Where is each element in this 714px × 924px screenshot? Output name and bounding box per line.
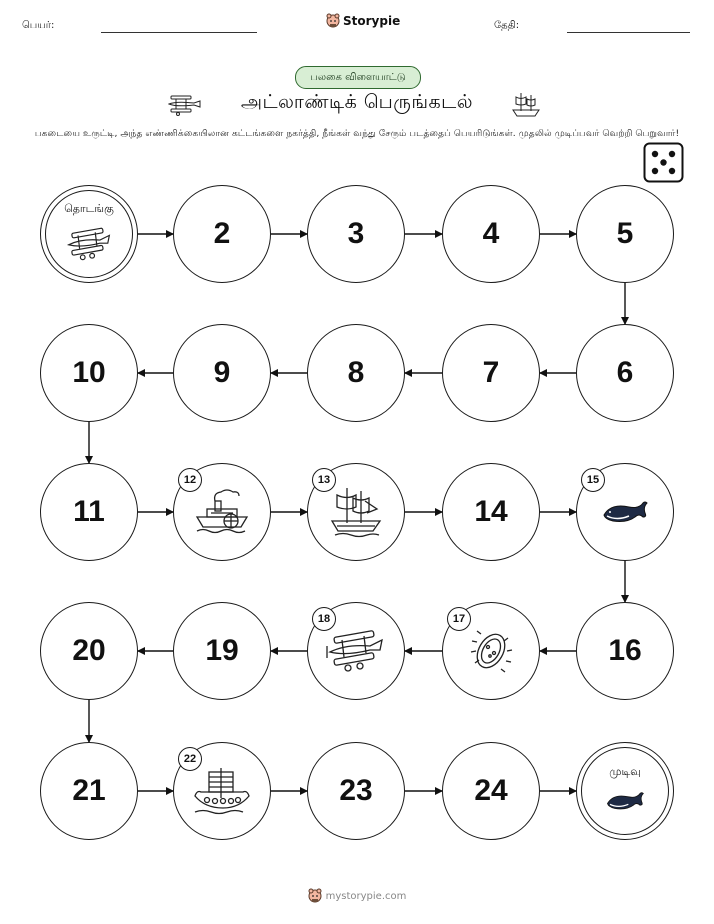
board-cell[interactable] [442, 185, 540, 283]
cell-number: 10 [72, 356, 106, 389]
cell-number: 8 [347, 356, 365, 389]
board-cell-finish[interactable] [576, 742, 674, 840]
board-cell[interactable] [173, 742, 271, 840]
board-cell[interactable] [40, 463, 138, 561]
footer-url[interactable]: mystorypie.com [325, 890, 407, 902]
cell-number: 5 [616, 217, 634, 250]
board-cell[interactable] [173, 324, 271, 422]
board-cell[interactable] [173, 463, 271, 561]
board-cell[interactable] [40, 324, 138, 422]
cell-number: 11 [73, 495, 105, 528]
board-cell[interactable] [307, 463, 405, 561]
storypie-mascot-icon [308, 888, 322, 904]
cell-number-badge: 18 [312, 607, 336, 631]
cell-number-badge: 15 [581, 468, 605, 492]
cell-number: 7 [482, 356, 500, 389]
cell-number-badge: 17 [447, 607, 471, 631]
brand-name: Storypie [343, 14, 401, 28]
board-cell[interactable] [576, 602, 674, 700]
cell-number: 21 [72, 774, 106, 807]
cell-number: 3 [347, 217, 365, 250]
cell-number-badge: 13 [312, 468, 336, 492]
cell-number: 6 [616, 356, 634, 389]
footer [0, 888, 714, 904]
board-cell[interactable] [307, 602, 405, 700]
cell-number: 24 [474, 774, 508, 807]
cell-number-badge: 12 [178, 468, 202, 492]
cell-number: 4 [482, 217, 500, 250]
cell-number: 16 [608, 634, 642, 667]
board-cell[interactable] [442, 742, 540, 840]
start-label: தொடங்கு [64, 202, 114, 215]
cell-number: 9 [213, 356, 231, 389]
cell-number: 19 [205, 634, 239, 667]
page-title: அட்லாண்டிக் பெருங்கடல் [240, 91, 474, 113]
cell-number: 20 [72, 634, 106, 667]
cell-number: 23 [339, 774, 373, 807]
board-cell[interactable] [307, 185, 405, 283]
board-cell[interactable] [442, 602, 540, 700]
finish-label: முடிவு [609, 765, 641, 778]
board-cell[interactable] [576, 463, 674, 561]
name-label: பெயர்: [22, 20, 55, 31]
cell-number-badge: 22 [178, 747, 202, 771]
board-cell-start[interactable] [40, 185, 138, 283]
board-cell[interactable] [442, 324, 540, 422]
board-cell[interactable] [173, 185, 271, 283]
cell-number: 2 [213, 217, 231, 250]
board-cell[interactable] [173, 602, 271, 700]
category-tag: பலகை விளையாட்டு [295, 66, 421, 89]
board-cell[interactable] [576, 324, 674, 422]
board-cell[interactable] [40, 742, 138, 840]
cell-number: 14 [474, 495, 508, 528]
board-cell[interactable] [307, 742, 405, 840]
board-cell[interactable] [307, 324, 405, 422]
date-label: தேதி: [494, 20, 520, 31]
instructions: பகடையை உருட்டி, அந்த எண்ணிக்கையிலான கட்டங்களை நகர்த்தி, நீங்கள் வந்து சேரும் படத்தைப் பெயரிடுங்கள். முதலில் முடிப்பவர் வெற்றி பெறுவார்! [34, 128, 680, 139]
board-cell[interactable] [442, 463, 540, 561]
board-cell[interactable] [40, 602, 138, 700]
board-cell[interactable] [576, 185, 674, 283]
